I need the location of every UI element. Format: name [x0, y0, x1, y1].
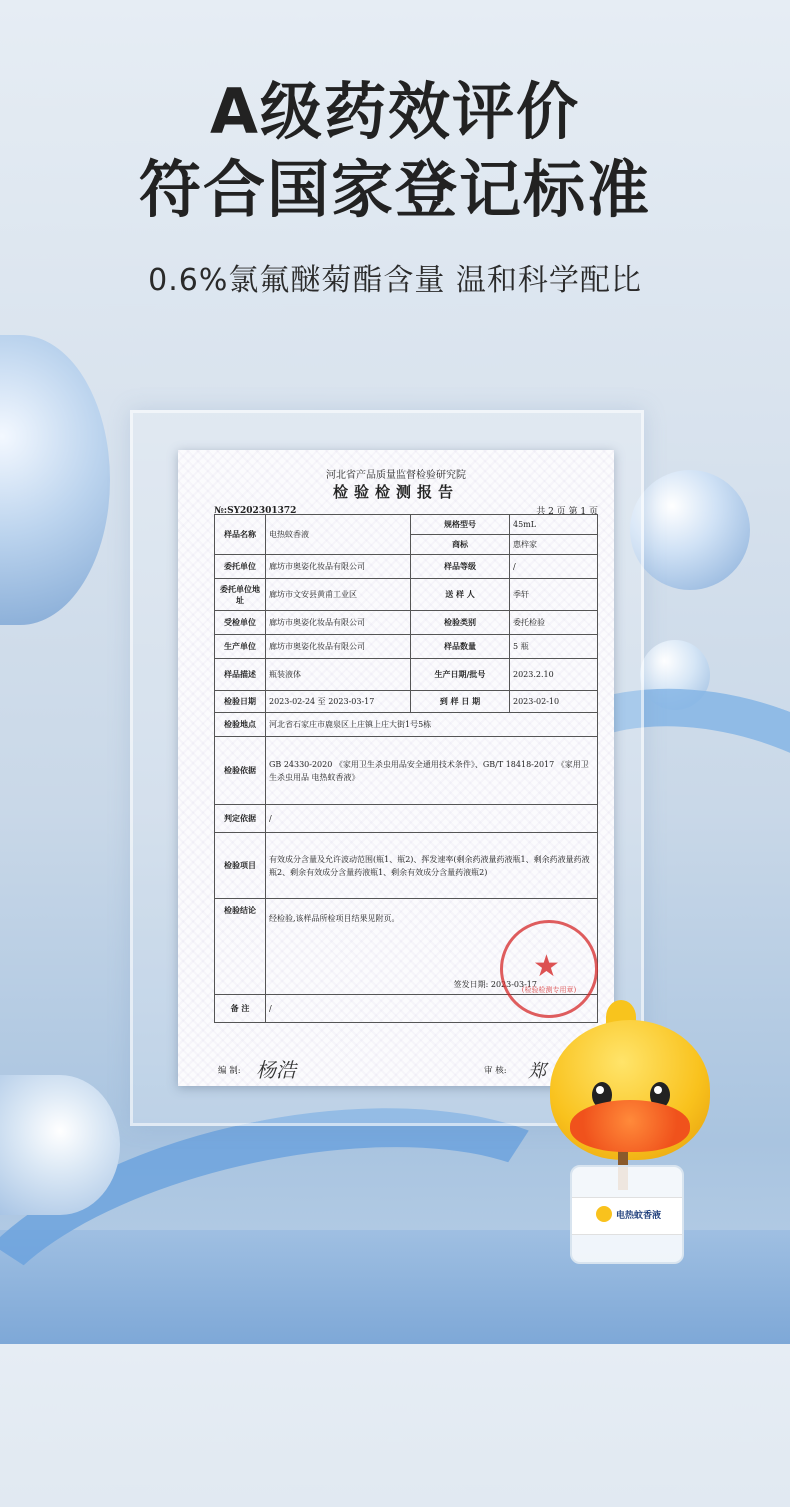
cell-value: 有效成分含量及允许波动范围(瓶1、瓶2)、挥发速率(剩余药液量药液瓶1、剩余药液量药液瓶2、剩余有效成分含量药液瓶1、剩余有效成分含量药液瓶2): [266, 833, 598, 899]
jar-label: [572, 1197, 682, 1235]
report-title: 检验检测报告: [332, 483, 459, 501]
conclusion-text: 经检验,该样品所检项目结果见附页。: [269, 914, 400, 923]
cell-value: 廊坊市奥姿化妆品有限公司: [266, 555, 411, 579]
cell-value: 瓶装液体: [266, 659, 411, 691]
cell-label: 备 注: [215, 995, 266, 1023]
issue-date: 签发日期: 2023-03-17: [453, 980, 537, 989]
cell-label: 商标: [410, 535, 509, 555]
cell-value: 廊坊市奥姿化妆品有限公司: [266, 635, 411, 659]
cell-label: 委托单位: [215, 555, 266, 579]
decor-sphere-right: [630, 470, 750, 590]
cell-value: /: [266, 995, 598, 1023]
cell-label: 样品名称: [215, 515, 266, 555]
cell-value: 惠梓家: [509, 535, 597, 555]
cell-value: 45mL: [509, 515, 597, 535]
duck-product: [540, 1000, 740, 1270]
cell-label: 样品等级: [410, 555, 509, 579]
cell-label: 检验结论: [215, 899, 266, 995]
headline-line1: A级药效评价: [210, 75, 580, 148]
cell-value: 2023.2.10: [509, 659, 597, 691]
cell-label: 受检单位: [215, 611, 266, 635]
stamp-text: (检验检测专用章): [521, 986, 577, 994]
report-page-info: 共 2 页 第 1 页: [536, 507, 598, 517]
cell-value: 委托检验: [509, 611, 597, 635]
cell-label: 检验依据: [215, 737, 266, 805]
cell-label: 检验日期: [215, 691, 266, 713]
editor-signature: 杨浩: [256, 1058, 296, 1082]
cell-label: 样品数量: [410, 635, 509, 659]
reviewer-signature: 郑: [528, 1061, 546, 1082]
cell-label: 送 样 人: [410, 579, 509, 611]
cell-value: /: [266, 805, 598, 833]
cell-label: 判定依据: [215, 805, 266, 833]
editor-label: 编 制:: [218, 1066, 241, 1076]
cell-value: 2023-02-24 至 2023-03-17: [266, 691, 411, 713]
cell-value: 廊坊市文安县黄甫工业区: [266, 579, 411, 611]
cell-label: 检验地点: [215, 713, 266, 737]
decor-sphere-left: [0, 335, 110, 625]
headline-subtitle: 0.6%氯氟醚菊酯含量 温和科学配比: [148, 263, 642, 298]
jar-label-text: 电热蚊香液: [616, 1211, 662, 1221]
reviewer-label: 审 核:: [484, 1066, 507, 1076]
duck-beak: [570, 1100, 690, 1152]
cell-value: /: [509, 555, 597, 579]
stamp-star-icon: ★: [533, 949, 560, 984]
cell-value: 5 瓶: [509, 635, 597, 659]
cell-label: 规格型号: [410, 515, 509, 535]
cell-label: 检验项目: [215, 833, 266, 899]
cell-value: 季轩: [509, 579, 597, 611]
inspection-report: [178, 450, 614, 1086]
cell-label: 样品描述: [215, 659, 266, 691]
cell-value: 廊坊市奥姿化妆品有限公司: [266, 611, 411, 635]
report-number: №:SY202301372: [214, 506, 297, 516]
cell-value: 河北省石家庄市鹿泉区上庄镇上庄大街1号5栋: [266, 713, 598, 737]
report-institute: 河北省产品质量监督检验研究院: [326, 470, 466, 481]
liquid-jar: [570, 1165, 684, 1264]
cell-value: 电热蚊香液: [266, 515, 411, 555]
cell-label: 生产单位: [215, 635, 266, 659]
headline-line2: 符合国家登记标准: [138, 153, 651, 226]
cell-label: 生产日期/批号: [410, 659, 509, 691]
cell-value: GB 24330-2020 《家用卫生杀虫用品安全通用技术条件》、GB/T 18418-2017 《家用卫生杀虫用品 电热蚊香液》: [266, 737, 598, 805]
cell-value: 2023-02-10: [509, 691, 597, 713]
cell-label: 检验类别: [410, 611, 509, 635]
duck-logo-icon: [596, 1206, 612, 1222]
decor-glass-ball: [0, 1075, 120, 1215]
cell-label: 委托单位地址: [215, 579, 266, 611]
cell-label: 到 样 日 期: [410, 691, 509, 713]
